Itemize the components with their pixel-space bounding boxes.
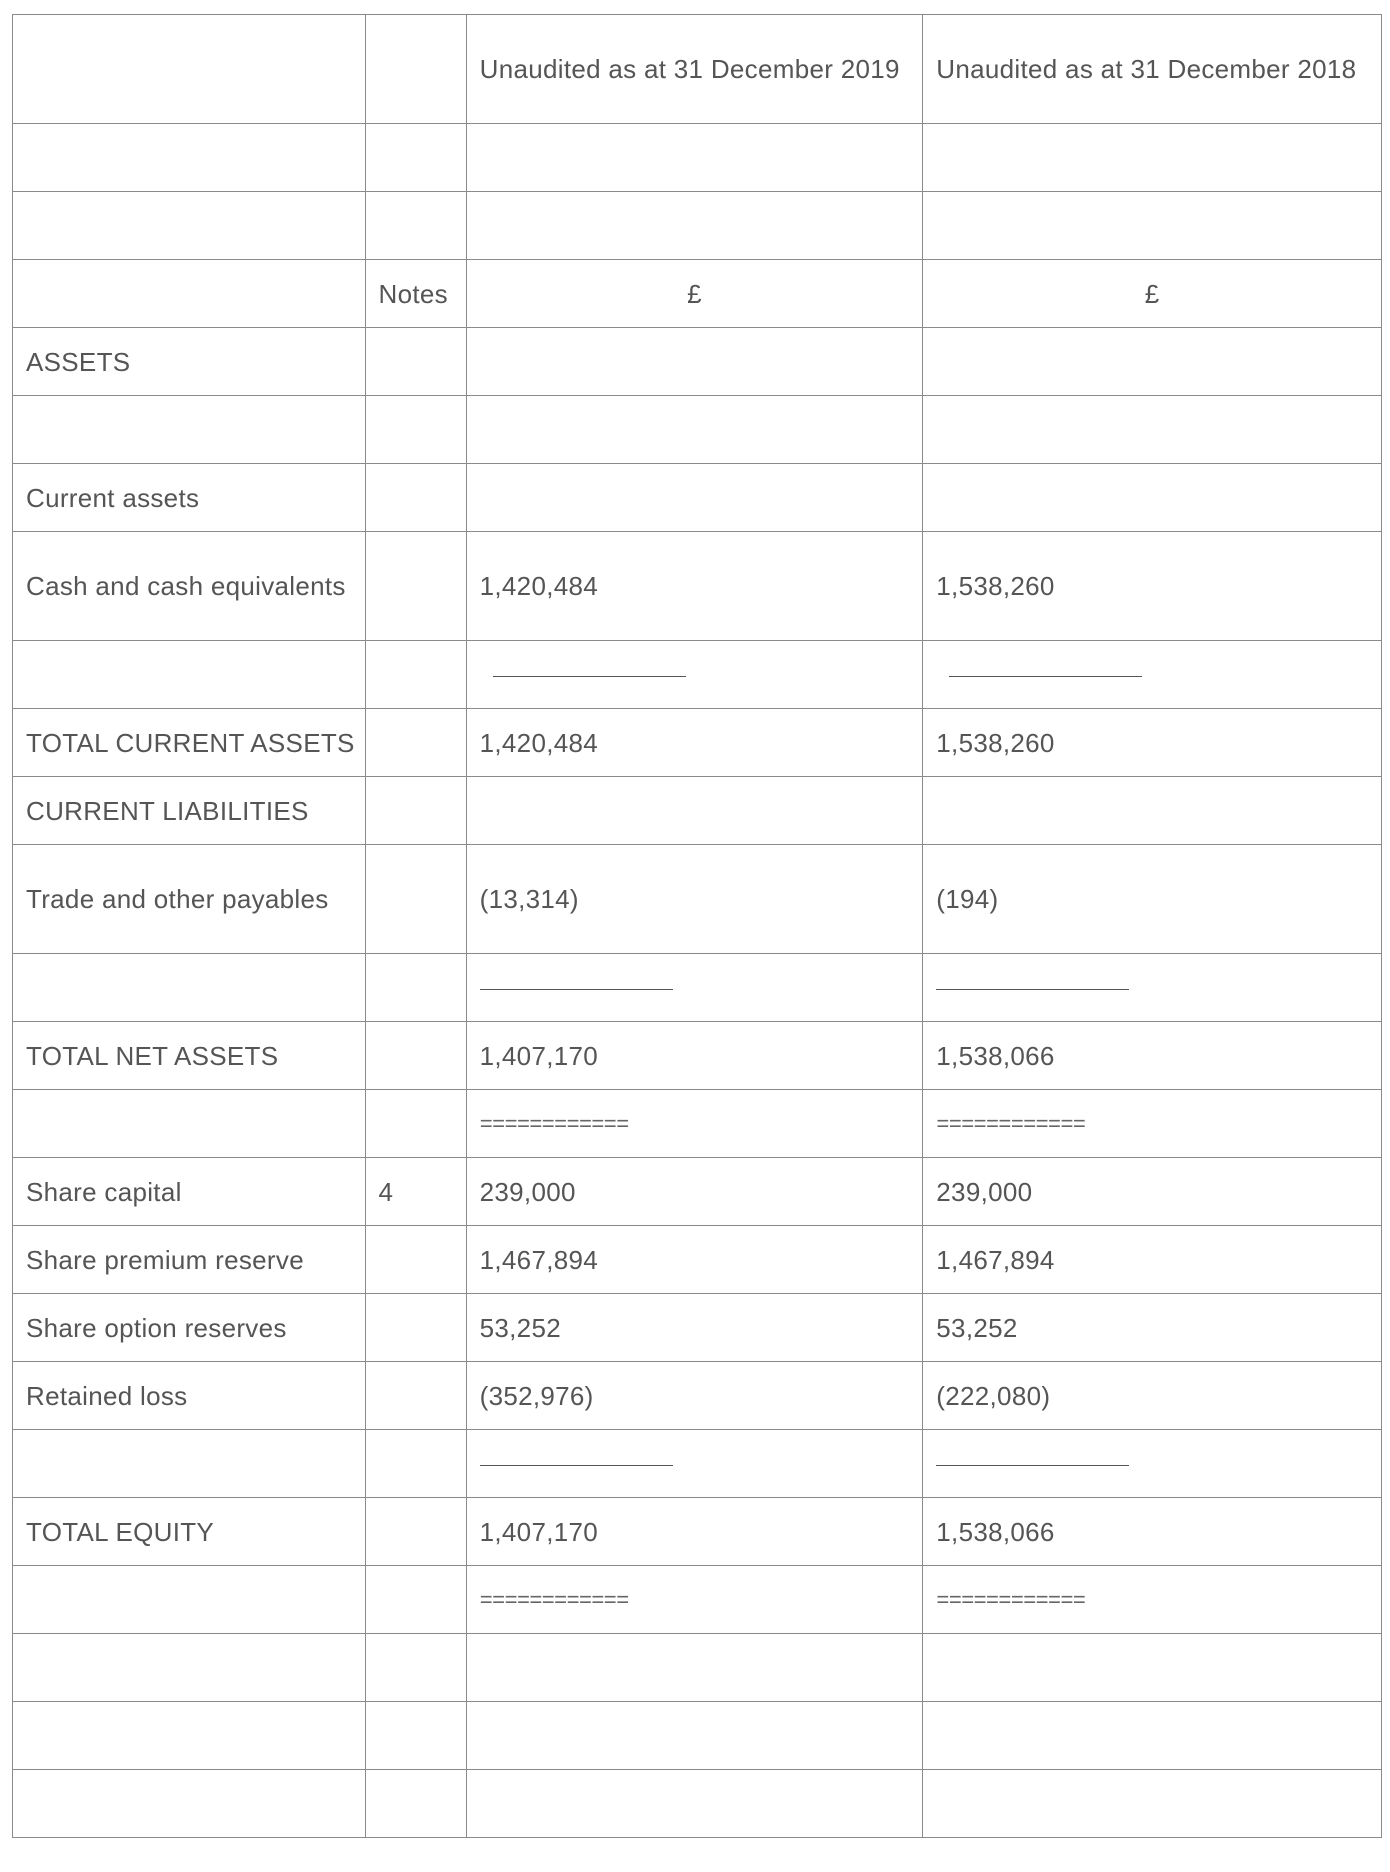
table-row <box>13 532 1382 641</box>
row-label: Retained loss <box>13 1362 366 1430</box>
table-row <box>13 1226 1382 1294</box>
single-rule <box>936 1465 1129 1466</box>
value-2018: 239,000 <box>923 1158 1382 1226</box>
column-header-2019: Unaudited as at 31 December 2019 <box>466 15 923 124</box>
value-2019: 53,252 <box>466 1294 923 1362</box>
value-2018: 1,538,066 <box>923 1498 1382 1566</box>
double-rule-row <box>13 1090 1382 1158</box>
value-2018: (194) <box>923 845 1382 954</box>
balance-sheet-table <box>12 14 1382 1838</box>
value-2019: 1,420,484 <box>466 709 923 777</box>
row-label: Cash and cash equivalents <box>13 532 366 641</box>
value-2018: (222,080) <box>923 1362 1382 1430</box>
blank-row <box>13 1702 1382 1770</box>
section-current-assets: Current assets <box>13 464 366 532</box>
header-row <box>13 15 1382 124</box>
rule-row <box>13 1430 1382 1498</box>
row-label: Trade and other payables <box>13 845 366 954</box>
double-rule: ============ <box>936 1112 1086 1138</box>
section-row <box>13 464 1382 532</box>
row-label: TOTAL EQUITY <box>13 1498 366 1566</box>
column-header-2018: Unaudited as at 31 December 2018 <box>923 15 1382 124</box>
row-label: Share capital <box>13 1158 366 1226</box>
blank-row <box>13 1770 1382 1838</box>
double-rule: ============ <box>479 1112 629 1138</box>
blank-row <box>13 396 1382 464</box>
single-rule <box>480 989 673 990</box>
single-rule <box>493 676 686 677</box>
value-2019: 1,407,170 <box>466 1498 923 1566</box>
table-row <box>13 1498 1382 1566</box>
blank-row <box>13 1634 1382 1702</box>
table-row <box>13 1362 1382 1430</box>
empty-cell <box>365 15 466 124</box>
value-2018: 1,467,894 <box>923 1226 1382 1294</box>
table-row <box>13 709 1382 777</box>
notes-header: Notes <box>365 260 466 328</box>
double-rule: ============ <box>936 1588 1086 1614</box>
currency-2018: £ <box>923 260 1382 328</box>
table-row <box>13 1294 1382 1362</box>
single-rule <box>480 1465 673 1466</box>
value-2019: (352,976) <box>466 1362 923 1430</box>
value-2019: 239,000 <box>466 1158 923 1226</box>
value-2018: 1,538,260 <box>923 709 1382 777</box>
table-row <box>13 845 1382 954</box>
table-row <box>13 1158 1382 1226</box>
double-rule-row <box>13 1566 1382 1634</box>
double-rule: ============ <box>479 1588 629 1614</box>
single-rule <box>949 676 1142 677</box>
value-2018: 1,538,066 <box>923 1022 1382 1090</box>
row-label: TOTAL NET ASSETS <box>13 1022 366 1090</box>
section-current-liabilities: CURRENT LIABILITIES <box>13 777 366 845</box>
note-ref: 4 <box>365 1158 466 1226</box>
rule-row <box>13 954 1382 1022</box>
empty-cell <box>13 15 366 124</box>
row-label: Share option reserves <box>13 1294 366 1362</box>
blank-row <box>13 192 1382 260</box>
blank-row <box>13 124 1382 192</box>
currency-2019: £ <box>466 260 923 328</box>
value-2018: 53,252 <box>923 1294 1382 1362</box>
value-2019: (13,314) <box>466 845 923 954</box>
value-2019: 1,467,894 <box>466 1226 923 1294</box>
units-row <box>13 260 1382 328</box>
value-2019: 1,420,484 <box>466 532 923 641</box>
value-2018: 1,538,260 <box>923 532 1382 641</box>
single-rule <box>936 989 1129 990</box>
section-assets: ASSETS <box>13 328 366 396</box>
value-2019: 1,407,170 <box>466 1022 923 1090</box>
section-row <box>13 328 1382 396</box>
rule-row <box>13 641 1382 709</box>
row-label: TOTAL CURRENT ASSETS <box>13 709 366 777</box>
section-row <box>13 777 1382 845</box>
row-label: Share premium reserve <box>13 1226 366 1294</box>
table-row <box>13 1022 1382 1090</box>
